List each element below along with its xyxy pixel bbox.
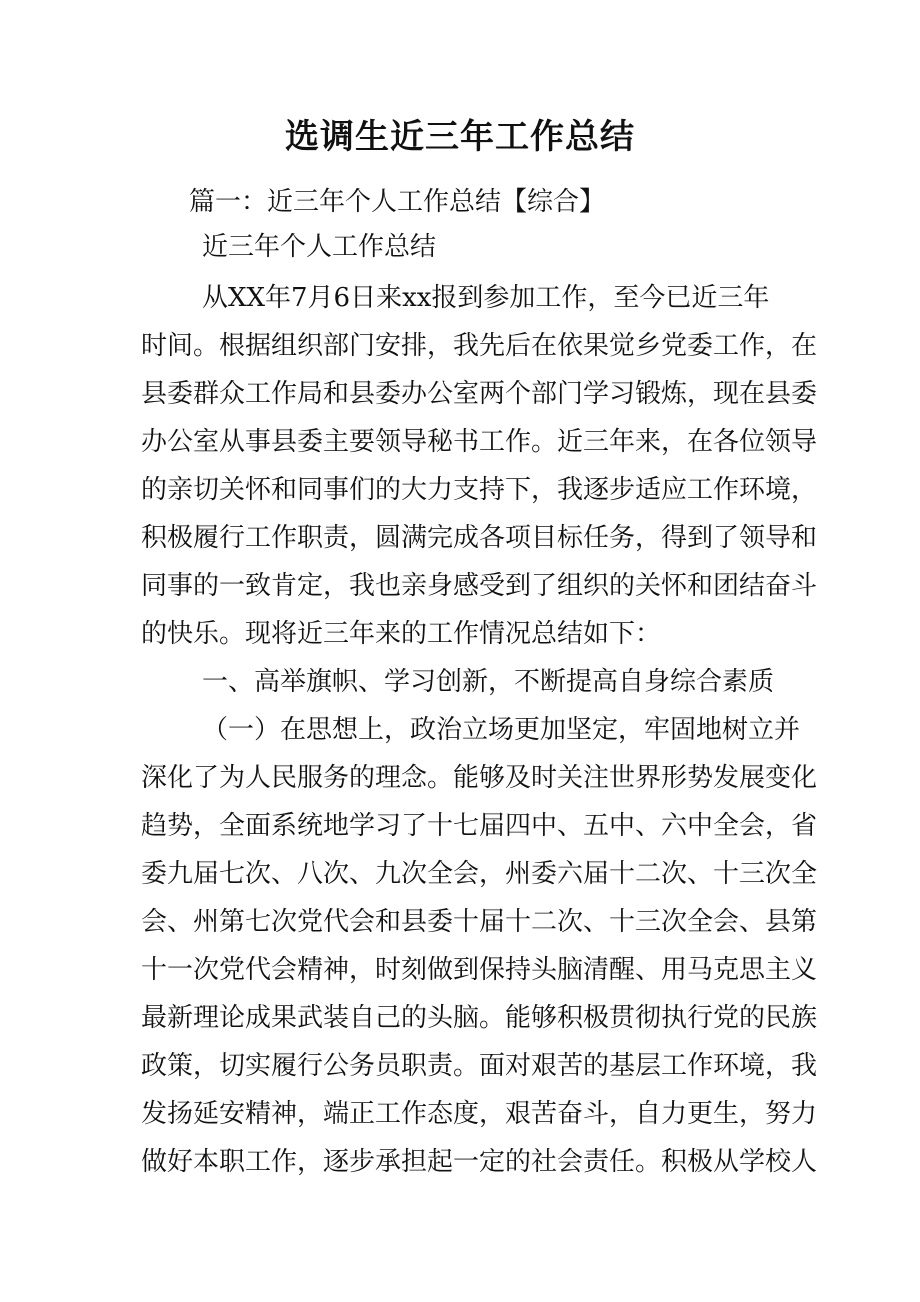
paragraph-line: 的快乐。现将近三年来的工作情况总结如下：: [141, 619, 662, 649]
paragraph-line: 会、州第七次党代会和县委十届十二次、十三次全会、县第: [141, 907, 818, 937]
paragraph-line: 同事的一致肯定，我也亲身感受到了组织的关怀和团结奋斗: [141, 571, 818, 601]
paragraph-line: 最新理论成果武装自己的头脑。能够积极贯彻执行党的民族: [141, 1003, 818, 1033]
paragraph-line: 办公室从事县委主要领导秘书工作。近三年来，在各位领导: [141, 427, 818, 457]
section-heading: 篇一：近三年个人工作总结【综合】: [189, 187, 606, 217]
paragraph-line: 政策，切实履行公务员职责。面对艰苦的基层工作环境，我: [141, 1051, 818, 1081]
paragraph-line: 时间。根据组织部门安排，我先后在依果觉乡党委工作，在: [141, 331, 818, 361]
paragraph-line: 趋势，全面系统地学习了十七届四中、五中、六中全会，省: [141, 811, 818, 841]
paragraph-line: （一）在思想上，政治立场更加坚定，牢固地树立并: [202, 715, 801, 745]
paragraph-line: 的亲切关怀和同事们的大力支持下，我逐步适应工作环境，: [141, 475, 818, 505]
paragraph-line: 深化了为人民服务的理念。能够及时关注世界形势发展变化: [141, 763, 818, 793]
subsection-heading: 近三年个人工作总结: [202, 232, 437, 262]
section-heading: 一、高举旗帜、学习创新，不断提高自身综合素质: [202, 667, 775, 697]
paragraph-line: 积极履行工作职责，圆满完成各项目标任务，得到了领导和: [141, 523, 818, 553]
paragraph-line: 做好本职工作，逐步承担起一定的社会责任。积极从学校人: [141, 1147, 818, 1177]
paragraph-line: 发扬延安精神，端正工作态度，艰苦奋斗，自力更生，努力: [141, 1099, 818, 1129]
paragraph-line: 从XX年7月6日来xx报到参加工作，至今已近三年: [202, 283, 770, 313]
paragraph-line: 县委群众工作局和县委办公室两个部门学习锻炼，现在县委: [141, 379, 818, 409]
paragraph-line: 委九届七次、八次、九次全会，州委六届十二次、十三次全: [141, 859, 818, 889]
paragraph-line: 十一次党代会精神，时刻做到保持头脑清醒、用马克思主义: [141, 955, 818, 985]
document-title: 选调生近三年工作总结: [285, 117, 635, 157]
